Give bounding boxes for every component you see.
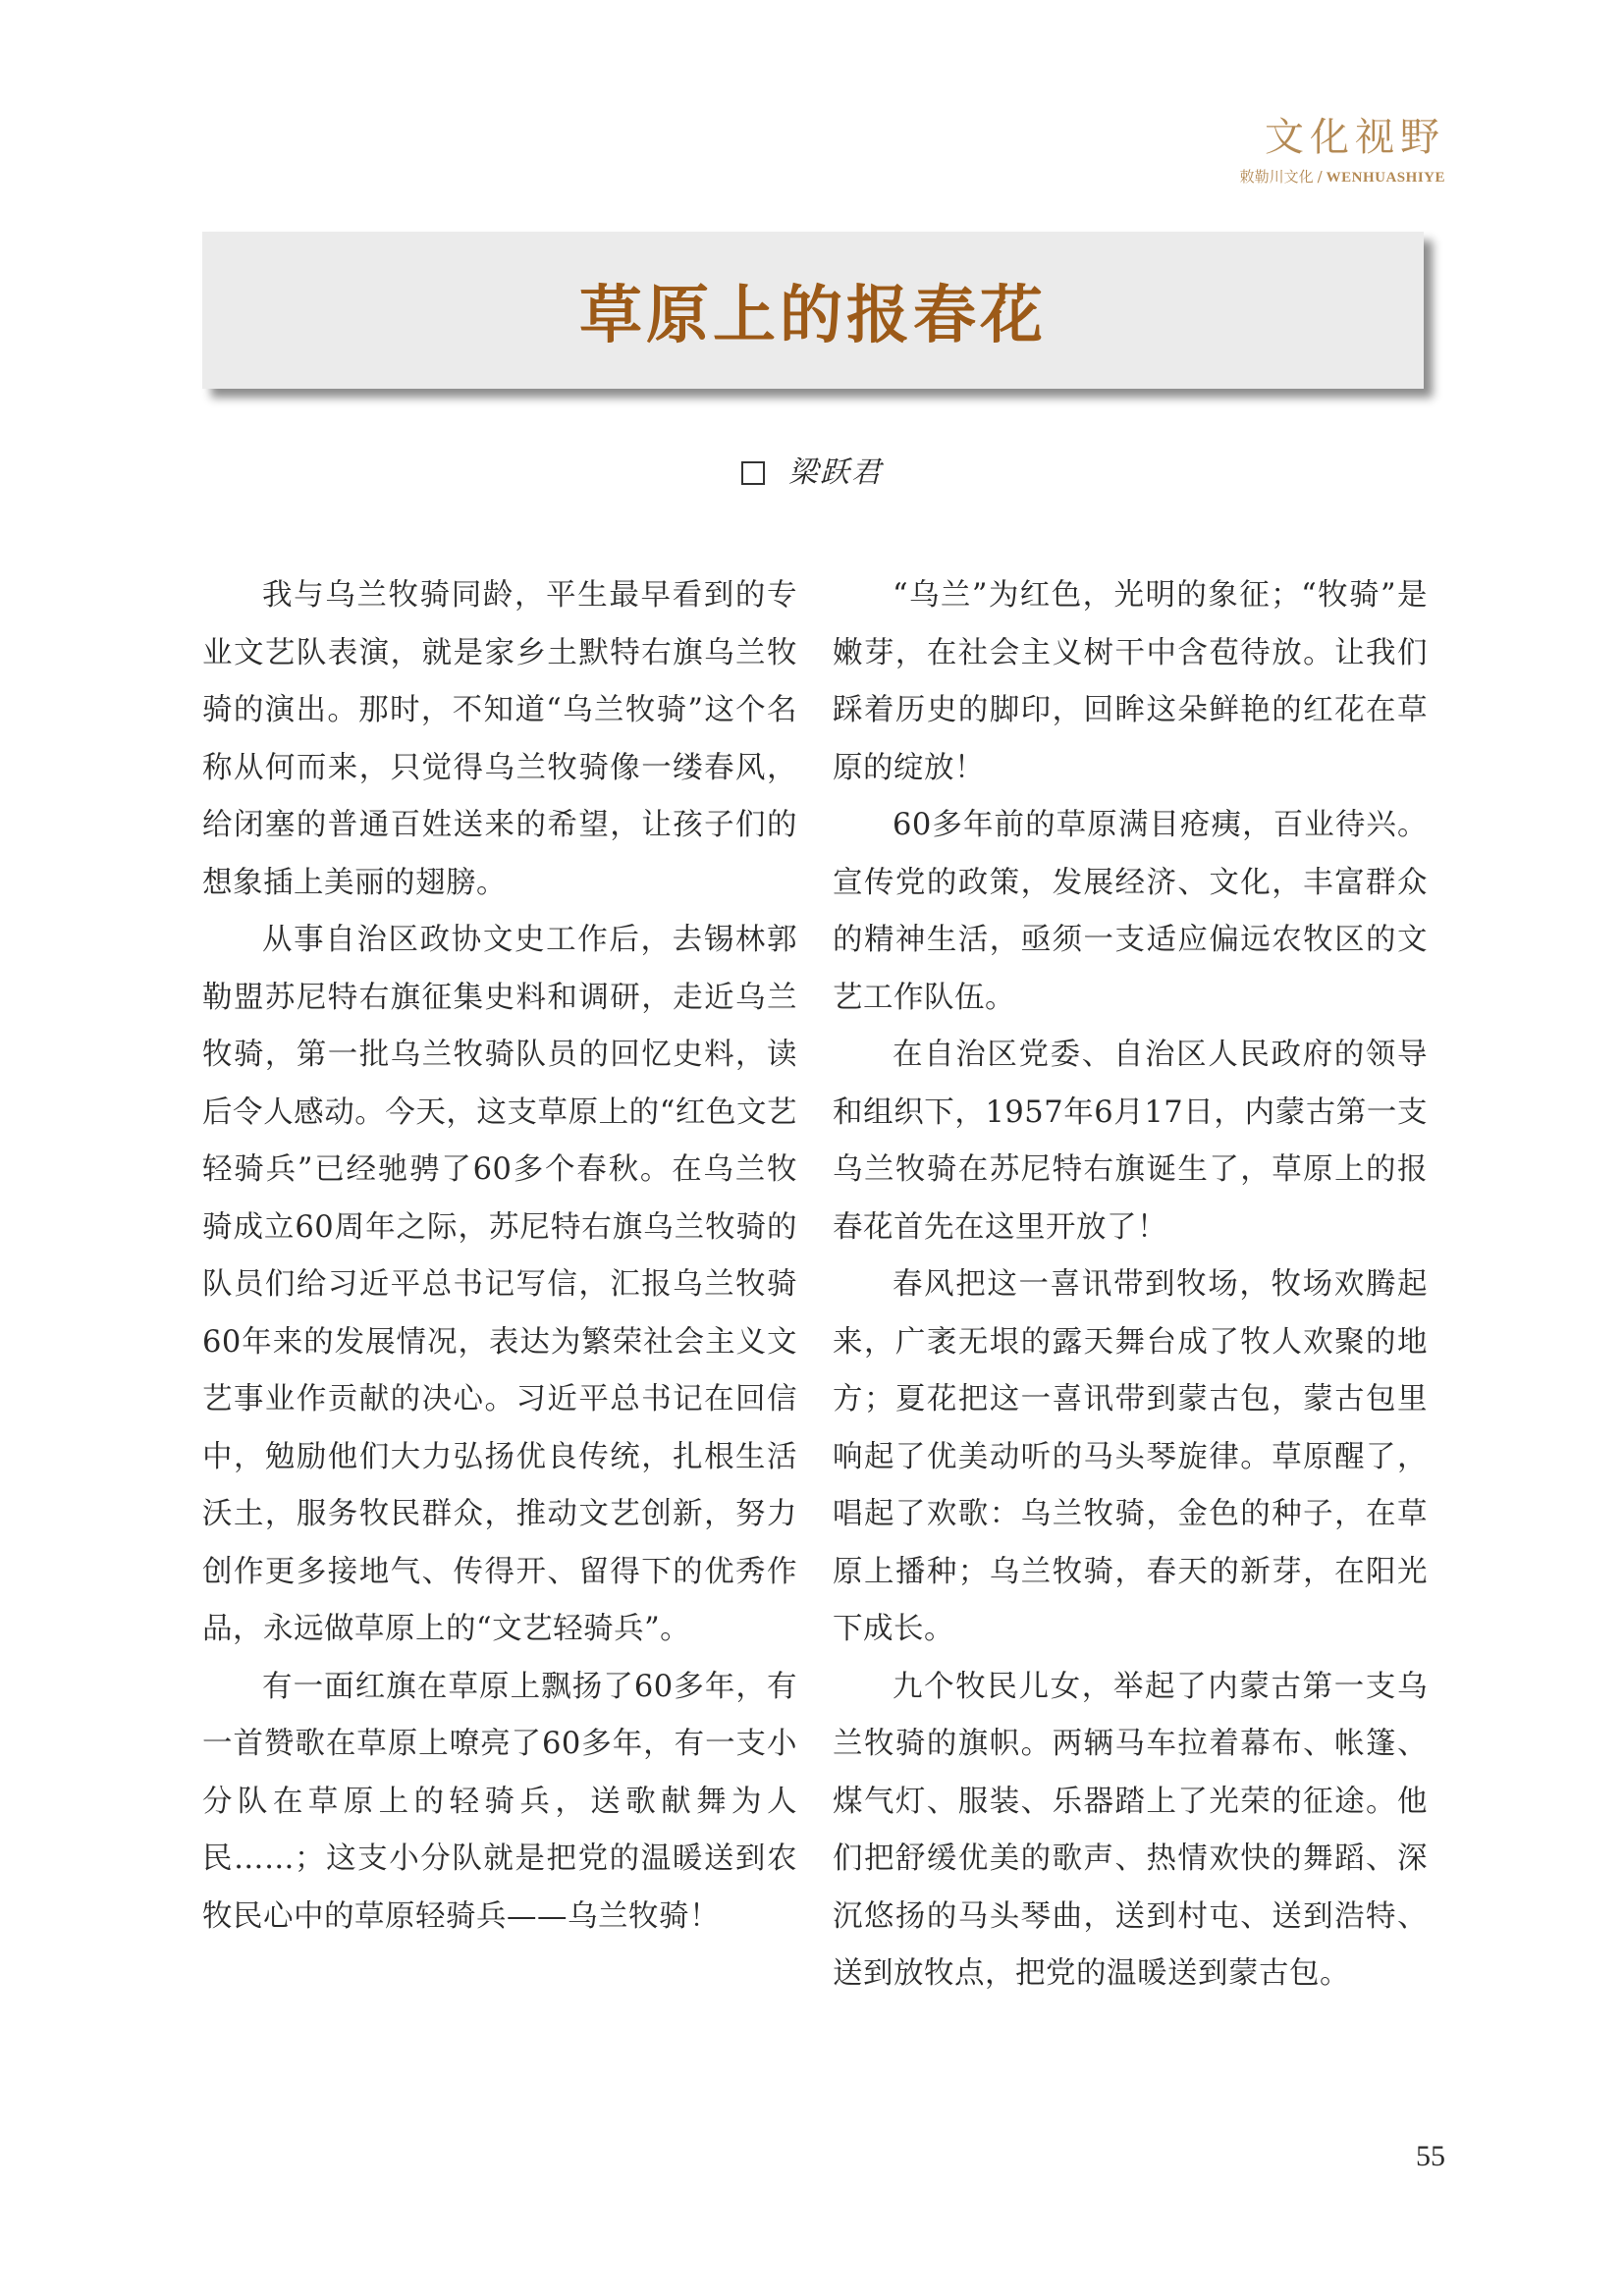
section-header [1240,110,1445,189]
paragraph: 从事自治区政协文史工作后，去锡林郭勒盟苏尼特右旗征集史料和调研，走近乌兰牧骑，第一批乌兰牧骑队员的回忆史料，读后令人感动。今天，这支草原上的“红色文艺轻骑兵”已经驰骋了60多个春秋。在乌兰牧骑成立60周年之际，苏尼特右旗乌兰牧骑的队员们给习近平总书记写信，汇报乌兰牧骑60年来的发展情况，表达为繁荣社会主义文艺事业作贡献的决心。习近平总书记在回信中，勉励他们大力弘扬优良传统，扎根生活沃土，服务牧民群众，推动文艺创新，努力创作更多接地气、传得开、留得下的优秀作品，永远做草原上的“文艺轻骑兵”。 [202,923,797,1646]
left-column [202,567,797,1946]
paragraph: 春风把这一喜讯带到牧场，牧场欢腾起来，广袤无垠的露天舞台成了牧人欢聚的地方；夏花把这一喜讯带到蒙古包，蒙古包里响起了优美动听的马头琴旋律。草原醒了，唱起了欢歌：乌兰牧骑，金色的种子，在草原上播种；乌兰牧骑，春天的新芽，在阳光下成长。 [833,1267,1428,1646]
paragraph: 60多年前的草原满目疮痍，百业待兴。宣传党的政策，发展经济、文化，丰富群众的精神生活，亟须一支适应偏远农牧区的文艺工作队伍。 [833,808,1428,1015]
byline [0,454,1624,493]
section-title: 文化视野 [1265,115,1445,160]
paragraph: “乌兰”为红色，光明的象征；“牧骑”是嫩芽，在社会主义树干中含苞待放。让我们踩着历史的脚印，回眸这朵鲜艳的红花在草原的绽放！ [833,578,1428,785]
paragraph: 在自治区党委、自治区人民政府的领导和组织下，1957年6月17日，内蒙古第一支乌兰牧骑在苏尼特右旗诞生了，草原上的报春花首先在这里开放了！ [833,1038,1428,1245]
author: 梁跃君 [788,455,883,490]
article-title: 草原上的报春花 [579,280,1047,352]
magazine-name: 敕勒川文化 [1239,168,1314,186]
separator: / [1317,168,1323,186]
box-icon [741,461,765,485]
section-subtitle [1240,165,1445,189]
title-band [202,232,1424,389]
right-column [833,567,1428,2003]
section-english: WENHUASHIYE [1326,170,1445,186]
paragraph: 有一面红旗在草原上飘扬了60多年，有一首赞歌在草原上嘹亮了60多年，有一支小分队在草原上的轻骑兵，送歌献舞为人民……；这支小分队就是把党的温暖送到农牧民心中的草原轻骑兵——乌兰牧骑！ [202,1669,797,1934]
paragraph: 我与乌兰牧骑同龄，平生最早看到的专业文艺队表演，就是家乡土默特右旗乌兰牧骑的演出。那时，不知道“乌兰牧骑”这个名称从何而来，只觉得乌兰牧骑像一缕春风，给闭塞的普通百姓送来的希望，让孩子们的想象插上美丽的翅膀。 [202,578,797,900]
page-number: 55 [1416,2140,1445,2172]
paragraph: 九个牧民儿女，举起了内蒙古第一支乌兰牧骑的旗帜。两辆马车拉着幕布、帐篷、煤气灯、服装、乐器踏上了光荣的征途。他们把舒缓优美的歌声、热情欢快的舞蹈、深沉悠扬的马头琴曲，送到村屯、送到浩特、送到放牧点，把党的温暖送到蒙古包。 [833,1669,1428,1991]
